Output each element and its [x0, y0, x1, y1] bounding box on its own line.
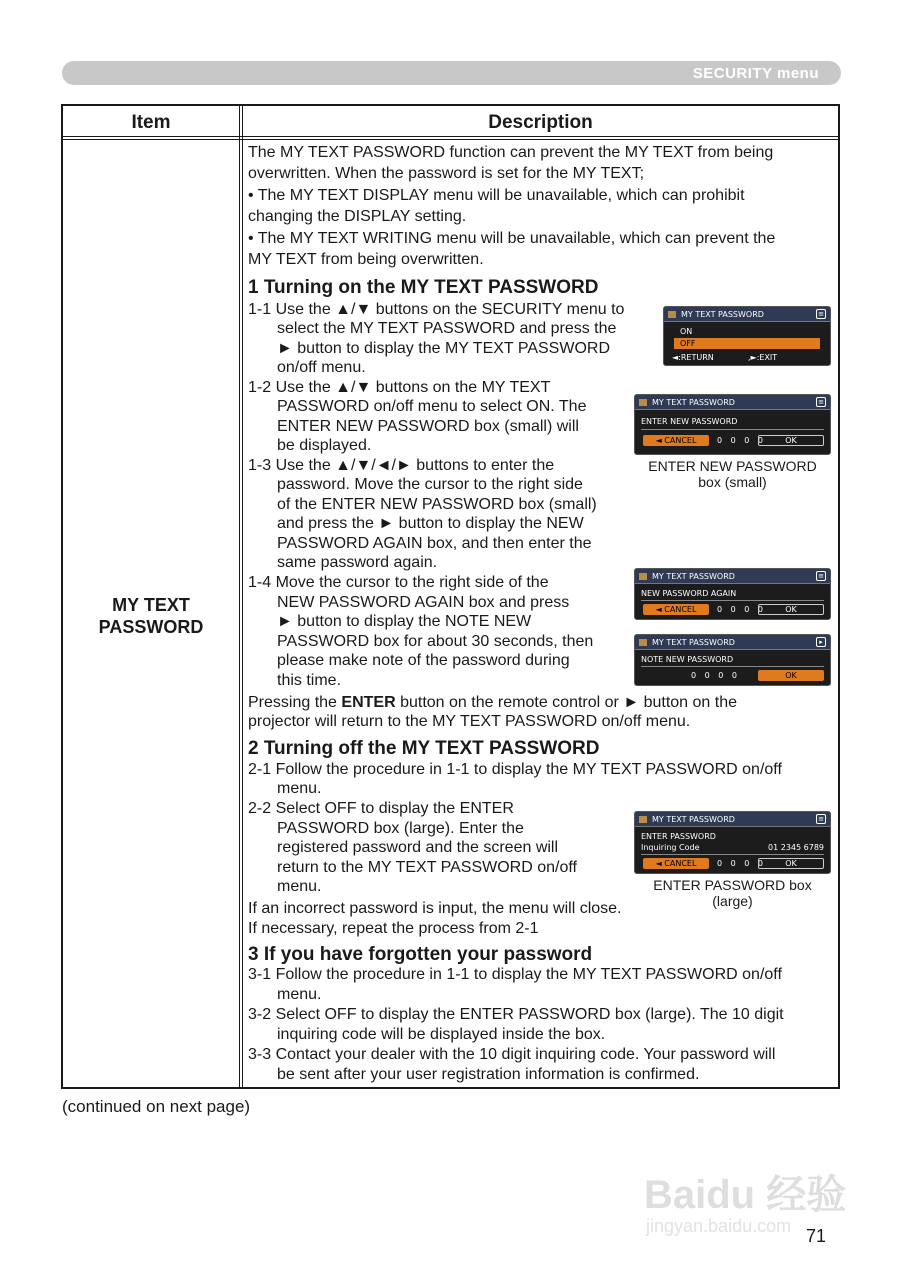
item-name: MY TEXT PASSWORD [98, 595, 204, 637]
menu-icon: ≡ [816, 309, 826, 319]
column-header-item: Item [131, 112, 171, 133]
caption-large-box: ENTER PASSWORD box (large) [653, 877, 812, 909]
menu-icon: ≡ [816, 397, 826, 407]
section-3-heading: 3 If you have forgotten your password [248, 944, 593, 965]
onoff-menu-screen: MY TEXT PASSWORD ≡ ON OFF ◄:RETURN ,►:EXIT [663, 306, 831, 366]
menu-icon: ▸ [816, 637, 826, 647]
continued-note: (continued on next page) [62, 1097, 251, 1116]
page-number: 71 [806, 1226, 827, 1246]
section-2-heading: 2 Turning off the MY TEXT PASSWORD [248, 738, 600, 759]
section-header-bar [62, 61, 841, 85]
section-title: SECURITY menu [692, 65, 819, 82]
off-option-selected: OFF [674, 338, 820, 349]
menu-icon: ≡ [816, 571, 826, 581]
note-new-password-screen: MY TEXT PASSWORD ▸ NOTE NEW PASSWORD 0 0 0 0 OK [634, 634, 831, 686]
new-password-again-screen: MY TEXT PASSWORD ≡ NEW PASSWORD AGAIN ◄ CANCEL 0 0 0 0 OK [634, 568, 831, 620]
menu-icon: ≡ [816, 814, 826, 824]
column-header-description: Description [488, 112, 593, 133]
enter-password-large-screen: MY TEXT PASSWORD ≡ ENTER PASSWORD Inquiring Code 01 2345 6789 ◄ CANCEL 0 0 0 0 OK [634, 811, 831, 874]
caption-small-box: ENTER NEW PASSWORD box (small) [648, 458, 817, 490]
watermark-url: jingyan.baidu.com [646, 1216, 792, 1236]
enter-new-password-screen: MY TEXT PASSWORD ≡ ENTER NEW PASSWORD ◄ CANCEL 0 0 0 0 OK [634, 394, 831, 455]
watermark-logo: Baidu 经验 [644, 1173, 847, 1217]
section-1-heading: 1 Turning on the MY TEXT PASSWORD [248, 277, 599, 298]
